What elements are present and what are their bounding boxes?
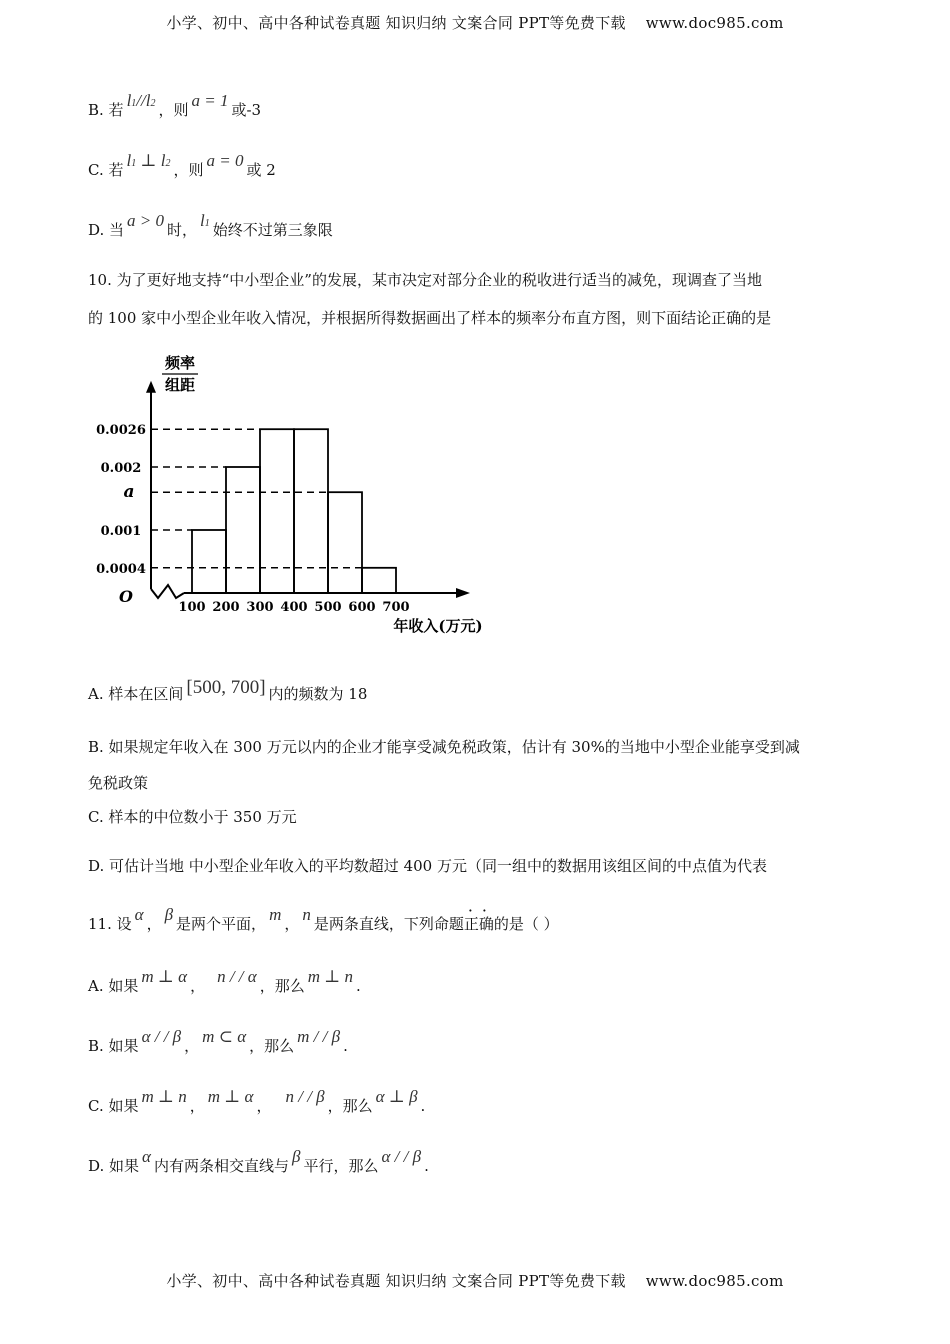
math-l1-perp-l2: l1 ⊥ l2 [126, 151, 171, 170]
q10-option-a: A. 样本在区间 [500, 700] 内的频数为 18 [88, 677, 368, 703]
footer-slogan: 小学、初中、高中各种试卷真题 知识归纳 文案合同 PPT等免费下载 [166, 1272, 626, 1290]
math-m-subset-alpha: m ⊂ α [202, 1027, 247, 1046]
q10-stem-line1: 10. 为了更好地支持“中小型企业”的发展，某市决定对部分企业的税收进行适当的减免，现调查了当地 [88, 271, 762, 289]
math-m-perp-alpha: m ⊥ α [207, 1087, 254, 1106]
histogram-bar [328, 492, 362, 593]
math-a-eq-1: a = 1 [191, 91, 229, 110]
math-n-par-beta: n / / β [285, 1087, 325, 1106]
math-l1: l1 [200, 211, 210, 230]
math-alpha-perp-beta: α ⊥ β [375, 1087, 418, 1106]
y-tick-label: 0.0004 [96, 561, 146, 577]
q10-option-d: D. 可估计当地 中小型企业年收入的平均数超过 400 万元（同一组中的数据用该组区间的中点值为代表 [88, 857, 767, 875]
math-n-par-alpha: n / / α [217, 967, 257, 986]
y-label-top: 频率 [164, 354, 196, 372]
q9-option-d: D. 当 a > 0 时， l1 始终不过第三象限 [88, 211, 333, 239]
y-tick-label: 0.002 [100, 461, 142, 476]
math-alpha: α [134, 905, 144, 924]
math-m-perp-n: m ⊥ n [307, 967, 353, 986]
q10-stem-line2: 的 100 家中小型企业年收入情况，并根据所得数据画出了样本的频率分布直方图，则下面结论正确的是 [88, 309, 772, 327]
math-m-perp-n: m ⊥ n [141, 1087, 187, 1106]
x-tick-label: 600 [348, 600, 376, 615]
math-a-eq-0: a = 0 [206, 151, 244, 170]
q10-option-b-line2: 免税政策 [88, 774, 149, 792]
q9-option-b: B. 若 l1//l2 ，则 a = 1 或-3 [88, 91, 262, 119]
math-alpha-par-beta: α / / β [141, 1027, 182, 1046]
histogram-bar [192, 530, 226, 593]
math-m-par-beta: m / / β [297, 1027, 341, 1046]
q10-option-b-line1: B. 如果规定年收入在 300 万元以内的企业才能享受减免税政策，估计有 30%的当地中小型企业能享受到减 [88, 738, 800, 756]
q11-option-a: A. 如果 m ⊥ α ， n / / α ，那么 m ⊥ n . [88, 967, 361, 995]
x-axis-arrow [456, 588, 470, 598]
axis-break [151, 585, 184, 598]
q11-option-c: C. 如果 m ⊥ n ， m ⊥ α ， n / / β ，那么 α ⊥ β . [88, 1087, 426, 1115]
x-tick-label: 500 [314, 600, 342, 615]
emphasized-word: 正确 [463, 915, 494, 933]
origin-label: O [119, 587, 133, 606]
q11-option-d: D. 如果 α 内有两条相交直线与 β 平行，那么 α / / β . [88, 1147, 429, 1175]
q10-option-c: C. 样本的中位数小于 350 万元 [88, 808, 297, 826]
math-a-gt-0: a > 0 [127, 211, 165, 230]
x-tick-label: 400 [280, 600, 308, 615]
y-tick-label: 0.001 [100, 524, 142, 539]
q9-option-c: C. 若 l1 ⊥ l2 ，则 a = 0 或 2 [88, 151, 276, 179]
q11-option-b: B. 如果 α / / β ， m ⊂ α ，那么 m / / β . [88, 1027, 348, 1055]
math-m-perp-alpha: m ⊥ α [141, 967, 188, 986]
math-beta: β [164, 905, 174, 924]
x-axis-label: 年收入(万元) [393, 617, 483, 635]
math-n: n [302, 905, 311, 924]
x-tick-label: 700 [382, 600, 410, 615]
x-tick-label: 100 [178, 600, 206, 615]
header-slogan: 小学、初中、高中各种试卷真题 知识归纳 文案合同 PPT等免费下载 [166, 14, 626, 32]
y-label-bottom: 组距 [164, 376, 196, 394]
histogram-bar [362, 568, 396, 593]
header-site[interactable]: www.doc985.com [645, 14, 784, 32]
y-axis-arrow [146, 381, 156, 393]
page-header [0, 12, 950, 33]
math-m: m [269, 905, 282, 924]
math-beta: β [291, 1147, 301, 1166]
math-alpha: α [142, 1147, 151, 1166]
frequency-histogram [88, 338, 488, 643]
x-tick-label: 300 [246, 600, 274, 615]
x-tick-label: 200 [212, 600, 240, 615]
q11-stem: 11. 设 α ， β 是两个平面， m ， n 是两条直线，下列命题正确的是（ ） [88, 905, 559, 933]
page-footer [0, 1270, 950, 1291]
histogram-bar [226, 467, 260, 593]
math-interval-500-700: [500, 700] [186, 677, 266, 698]
y-tick-label: a [123, 482, 135, 503]
footer-site[interactable]: www.doc985.com [645, 1272, 784, 1290]
math-alpha-par-beta: α / / β [381, 1147, 422, 1166]
y-tick-label: 0.0026 [96, 423, 146, 439]
math-l1-parallel-l2: l1//l2 [126, 91, 156, 110]
